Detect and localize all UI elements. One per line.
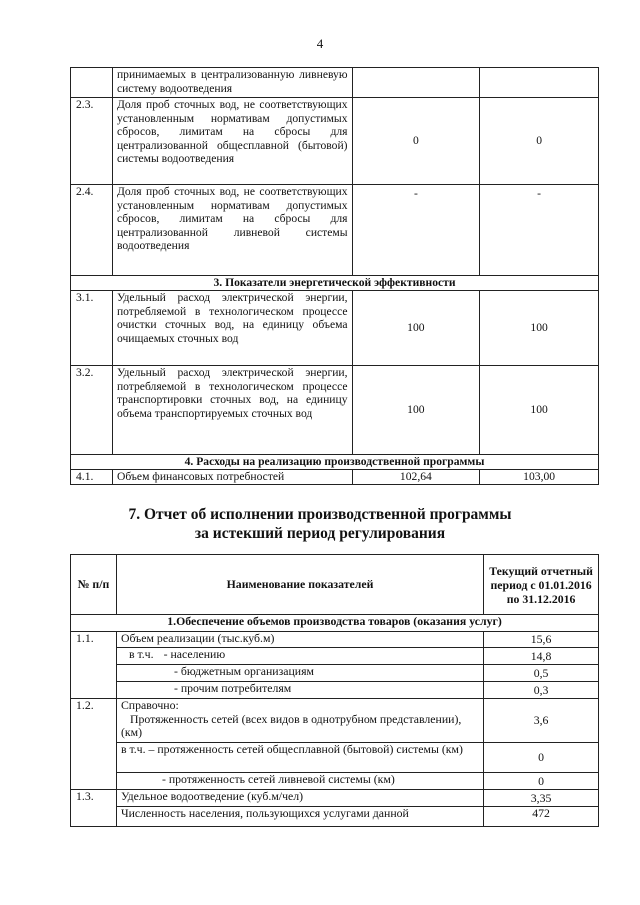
indicator-value-1: 0 bbox=[352, 98, 480, 185]
table-row bbox=[71, 98, 599, 185]
indicator-name: Удельный расход электрической энергии, потребляемой в технологическом процессе транспортировки сточных вод, на единицу объема транспортируемых сточных вод bbox=[112, 366, 352, 455]
indicator-value: 15,6 bbox=[484, 632, 599, 648]
section-title: 4. Расходы на реализацию производственной программы bbox=[71, 455, 599, 470]
indicator-name bbox=[116, 648, 483, 665]
table-row bbox=[71, 291, 599, 366]
header-name: Наименование показателей bbox=[116, 555, 483, 615]
note-text: Протяженность сетей (всех видов в однотрубном представлении), (км) bbox=[120, 711, 462, 740]
section-row bbox=[71, 615, 599, 632]
indicator-value: 14,8 bbox=[484, 648, 599, 665]
section-heading bbox=[0, 505, 640, 543]
page-number: 4 bbox=[316, 36, 324, 51]
indicator-value: 3,6 bbox=[484, 699, 599, 743]
indicator-value-2: 0 bbox=[480, 98, 599, 185]
table-row bbox=[71, 665, 599, 682]
table-row bbox=[71, 185, 599, 276]
indicator-value-1: 102,64 bbox=[352, 470, 480, 485]
indicator-name: Удельный расход электрической энергии, потребляемой в технологическом процессе очистки сточных вод, на единицу объема очищаемых сточных вод bbox=[112, 291, 352, 366]
indicator-value: 0 bbox=[484, 743, 599, 773]
indicator-name bbox=[116, 699, 483, 743]
indicator-value: 0 bbox=[484, 773, 599, 790]
row-number: 2.4. bbox=[71, 185, 113, 276]
indicators-table bbox=[70, 67, 599, 485]
table-row bbox=[71, 648, 599, 665]
indicator-value: 472 bbox=[484, 807, 599, 827]
header-number: № п/п bbox=[71, 555, 117, 615]
indicator-name: - протяженность сетей ливневой системы (км) bbox=[116, 773, 483, 790]
indicator-value: 0,5 bbox=[484, 665, 599, 682]
indicator-value-2: 100 bbox=[480, 366, 599, 455]
row-number: 3.2. bbox=[71, 366, 113, 455]
indicator-name: в т.ч. – протяженность сетей общесплавной (бытовой) системы (км) bbox=[116, 743, 483, 773]
table-row bbox=[71, 470, 599, 485]
section-row bbox=[71, 455, 599, 470]
indicator-name: принимаемых в централизованную ливневую систему водоотведения bbox=[112, 68, 352, 98]
indicator-name: - прочим потребителям bbox=[116, 682, 483, 699]
indicator-value-2 bbox=[480, 68, 599, 98]
row-number bbox=[71, 68, 113, 98]
table-row bbox=[71, 682, 599, 699]
table-row bbox=[71, 743, 599, 773]
indicator-value: 0,3 bbox=[484, 682, 599, 699]
section-title: 3. Показатели энергетической эффективности bbox=[71, 276, 599, 291]
row-number: 2.3. bbox=[71, 98, 113, 185]
note-heading: Справочно: bbox=[120, 698, 179, 712]
indicator-value-1 bbox=[352, 68, 480, 98]
row-number: 3.1. bbox=[71, 291, 113, 366]
table-row bbox=[71, 773, 599, 790]
table-row bbox=[71, 68, 599, 98]
indicator-value-2: 100 bbox=[480, 291, 599, 366]
heading-line-2: за истекший период регулирования bbox=[194, 525, 446, 542]
indicator-value-1: 100 bbox=[352, 366, 480, 455]
row-number: 1.2. bbox=[71, 699, 117, 790]
indicator-value-1: 100 bbox=[352, 291, 480, 366]
row-number: 1.3. bbox=[71, 790, 117, 827]
sub-label: - населению bbox=[163, 647, 226, 661]
table-row bbox=[71, 632, 599, 648]
indicator-name: Доля проб сточных вод, не соответствующих установленным нормативам допустимых сбросов, лимитам на сбросы для централизованной общесплавной (бытовой) системы водоотведения bbox=[112, 98, 352, 185]
indicator-name: - бюджетным организациям bbox=[116, 665, 483, 682]
table-row bbox=[71, 366, 599, 455]
indicator-value-1: - bbox=[352, 185, 480, 276]
heading-line-1: 7. Отчет об исполнении производственной программы bbox=[128, 506, 512, 523]
row-number: 1.1. bbox=[71, 632, 117, 699]
indicator-name: Объем финансовых потребностей bbox=[112, 470, 352, 485]
indicator-value-2: - bbox=[480, 185, 599, 276]
table-row bbox=[71, 790, 599, 807]
table-row bbox=[71, 807, 599, 827]
table-row bbox=[71, 699, 599, 743]
section-title: 1.Обеспечение объемов производства товаров (оказания услуг) bbox=[71, 615, 599, 632]
indicator-name: Удельное водоотведение (куб.м/чел) bbox=[116, 790, 483, 807]
indicator-value: 3,35 bbox=[484, 790, 599, 807]
indicator-value-2: 103,00 bbox=[480, 470, 599, 485]
indicator-name: Численность населения, пользующихся услугами данной bbox=[116, 807, 483, 827]
header-row bbox=[71, 555, 599, 615]
header-period: Текущий отчетный период с 01.01.2016 по 31.12.2016 bbox=[484, 555, 599, 615]
indicator-name: Объем реализации (тыс.куб.м) bbox=[116, 632, 483, 648]
section-row bbox=[71, 276, 599, 291]
report-table bbox=[70, 554, 599, 827]
indicator-name: Доля проб сточных вод, не соответствующих установленным нормативам допустимых сбросов, лимитам на сбросы для централизованной ливневой системы водоотведения bbox=[112, 185, 352, 276]
row-number: 4.1. bbox=[71, 470, 113, 485]
prefix-label: в т.ч. bbox=[128, 647, 154, 661]
